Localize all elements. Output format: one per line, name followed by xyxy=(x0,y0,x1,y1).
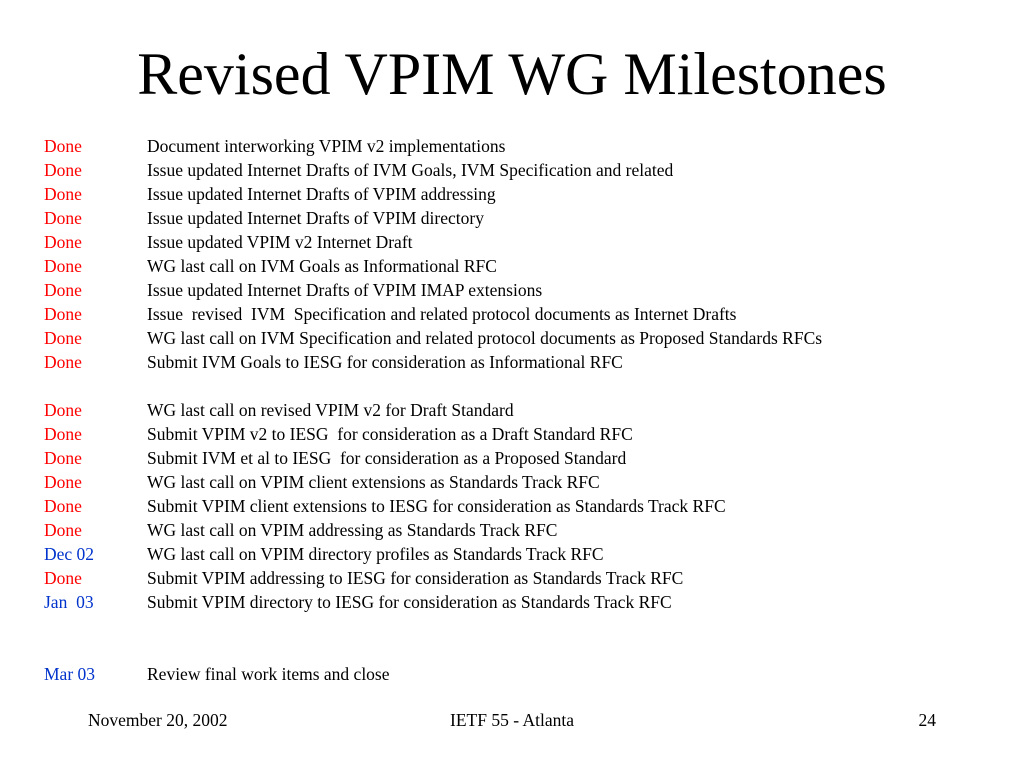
milestone-description: WG last call on IVM Specification and related protocol documents as Proposed Standards RFCs xyxy=(147,327,823,348)
milestone-status: Done xyxy=(44,207,82,228)
milestone-description: Issue updated Internet Drafts of VPIM addressing xyxy=(147,183,496,204)
milestone-row xyxy=(44,230,1004,254)
milestone-status: Done xyxy=(44,279,82,300)
milestone-description: Submit VPIM v2 to IESG for consideration as a Draft Standard RFC xyxy=(147,423,633,444)
milestone-status: Done xyxy=(44,303,82,324)
milestone-row xyxy=(44,134,1004,158)
milestone-status: Done xyxy=(44,159,82,180)
milestone-status: Dec 02 xyxy=(44,543,95,564)
milestone-row xyxy=(44,590,1004,614)
milestone-description: WG last call on VPIM client extensions as Standards Track RFC xyxy=(147,471,600,492)
milestone-status: Done xyxy=(44,567,82,588)
milestone-row xyxy=(44,158,1004,182)
milestone-status: Done xyxy=(44,423,82,444)
milestone-row xyxy=(44,254,1004,278)
milestone-description: Submit VPIM client extensions to IESG for consideration as Standards Track RFC xyxy=(147,495,726,516)
milestone-status: Done xyxy=(44,255,82,276)
milestone-row xyxy=(44,182,1004,206)
milestone-status: Done xyxy=(44,471,82,492)
milestone-description: WG last call on VPIM addressing as Standards Track RFC xyxy=(147,519,558,540)
milestone-description: Submit IVM et al to IESG for consideration as a Proposed Standard xyxy=(147,447,627,468)
milestone-status: Done xyxy=(44,231,82,252)
milestone-row xyxy=(44,302,1004,326)
milestone-description: Issue updated Internet Drafts of VPIM directory xyxy=(147,207,484,228)
milestone-row xyxy=(44,278,1004,302)
milestone-description: Issue updated Internet Drafts of VPIM IMAP extensions xyxy=(147,279,543,300)
milestone-status: Done xyxy=(44,447,82,468)
milestone-row xyxy=(44,494,1004,518)
milestone-description: WG last call on IVM Goals as Informational RFC xyxy=(147,255,497,276)
milestone-row xyxy=(44,206,1004,230)
milestone-status: Done xyxy=(44,183,82,204)
footer-event: IETF 55 - Atlanta xyxy=(450,710,574,730)
milestone-status: Done xyxy=(44,351,82,372)
milestone-row xyxy=(44,662,1004,686)
milestone-list xyxy=(44,134,1004,686)
milestone-row xyxy=(44,422,1004,446)
milestone-description: Issue updated Internet Drafts of IVM Goals, IVM Specification and related xyxy=(147,159,674,180)
milestone-status: Done xyxy=(44,519,82,540)
milestone-status: Done xyxy=(44,399,82,420)
milestone-description: Issue revised IVM Specification and related protocol documents as Internet Drafts xyxy=(147,303,737,324)
milestone-description: Review final work items and close xyxy=(147,663,390,684)
page-number: 24 xyxy=(918,710,936,730)
milestone-row xyxy=(44,350,1004,374)
milestone-row xyxy=(44,398,1004,422)
milestone-row xyxy=(44,518,1004,542)
milestone-description: Submit VPIM directory to IESG for consideration as Standards Track RFC xyxy=(147,591,672,612)
milestone-status: Jan 03 xyxy=(44,591,94,612)
footer-date: November 20, 2002 xyxy=(88,710,228,730)
milestone-row xyxy=(44,542,1004,566)
milestone-status: Done xyxy=(44,495,82,516)
milestone-row xyxy=(44,566,1004,590)
milestone-description: WG last call on VPIM directory profiles as Standards Track RFC xyxy=(147,543,604,564)
slide-title: Revised VPIM WG Milestones xyxy=(137,41,887,107)
milestone-status: Done xyxy=(44,135,82,156)
milestone-row xyxy=(44,326,1004,350)
milestone-description: Submit VPIM addressing to IESG for consideration as Standards Track RFC xyxy=(147,567,684,588)
milestone-row xyxy=(44,470,1004,494)
milestone-status: Done xyxy=(44,327,82,348)
milestone-description: Issue updated VPIM v2 Internet Draft xyxy=(147,231,413,252)
milestone-description: Document interworking VPIM v2 implementations xyxy=(147,135,506,156)
milestone-status: Mar 03 xyxy=(44,663,96,684)
milestone-description: WG last call on revised VPIM v2 for Draft Standard xyxy=(147,399,514,420)
milestone-row xyxy=(44,446,1004,470)
milestone-description: Submit IVM Goals to IESG for consideration as Informational RFC xyxy=(147,351,623,372)
